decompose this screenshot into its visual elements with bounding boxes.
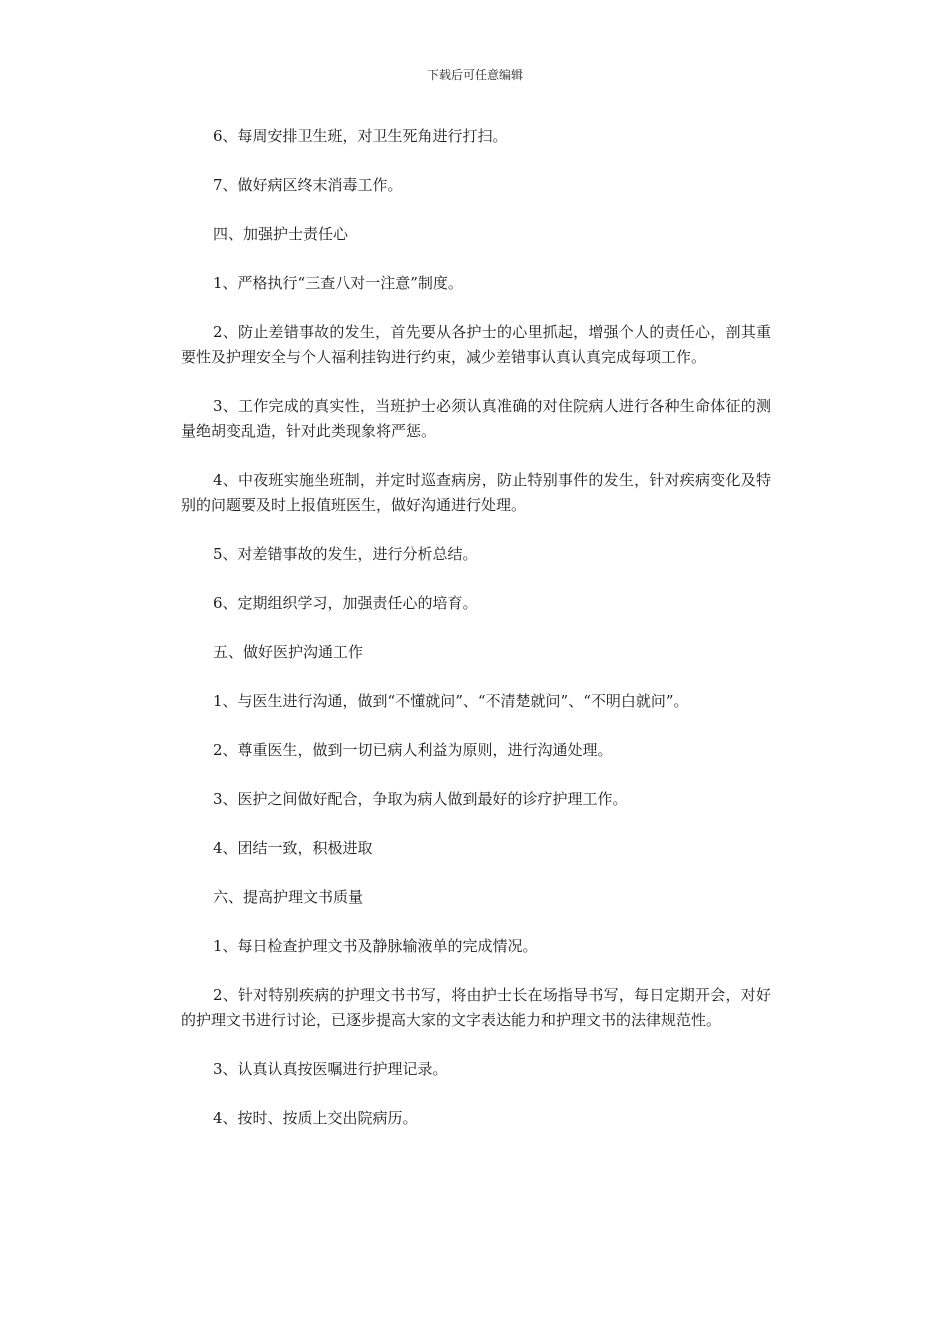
paragraph: 3、工作完成的真实性，当班护士必须认真准确的对住院病人进行各种生命体征的测量绝胡变乱造，针对此类现象将严惩。 xyxy=(181,397,771,440)
section-heading: 四、加强护士责任心 xyxy=(213,225,349,243)
paragraph: 6、定期组织学习，加强责任心的培育。 xyxy=(213,594,478,612)
paragraph: 2、防止差错事故的发生，首先要从各护士的心里抓起，增强个人的责任心，剖其重要性及护理安全与个人福利挂钩进行约束，减少差错事认真认真完成每项工作。 xyxy=(181,323,771,366)
paragraph: 3、认真认真按医嘱进行护理记录。 xyxy=(213,1060,448,1078)
paragraph: 7、做好病区终末消毒工作。 xyxy=(213,176,403,194)
page-header: 下载后可任意编辑 xyxy=(426,68,523,82)
document-body xyxy=(181,124,771,1155)
paragraph: 4、按时、按质上交出院病历。 xyxy=(213,1109,418,1127)
paragraph: 1、每日检查护理文书及静脉输液单的完成情况。 xyxy=(213,937,538,955)
paragraph: 6、每周安排卫生班，对卫生死角进行打扫。 xyxy=(213,127,508,145)
paragraph: 4、中夜班实施坐班制，并定时巡查病房，防止特别事件的发生，针对疾病变化及特别的问题要及时上报值班医生，做好沟通进行处理。 xyxy=(181,471,771,514)
paragraph: 2、尊重医生，做到一切已病人利益为原则，进行沟通处理。 xyxy=(213,741,613,759)
paragraph: 2、针对特别疾病的护理文书书写，将由护士长在场指导书写，每日定期开会，对好的护理文书进行讨论，已逐步提高大家的文字表达能力和护理文书的法律规范性。 xyxy=(181,986,771,1029)
section-heading: 五、做好医护沟通工作 xyxy=(213,643,364,661)
section-heading: 六、提高护理文书质量 xyxy=(213,888,364,906)
paragraph: 3、医护之间做好配合，争取为病人做到最好的诊疗护理工作。 xyxy=(213,790,628,808)
paragraph: 4、团结一致，积极进取 xyxy=(213,839,373,857)
paragraph: 1、与医生进行沟通，做到“不懂就问”、“不清楚就问”、“不明白就问”。 xyxy=(213,692,689,710)
paragraph: 5、对差错事故的发生，进行分析总结。 xyxy=(213,545,478,563)
paragraph: 1、严格执行“三查八对一注意”制度。 xyxy=(213,274,463,292)
